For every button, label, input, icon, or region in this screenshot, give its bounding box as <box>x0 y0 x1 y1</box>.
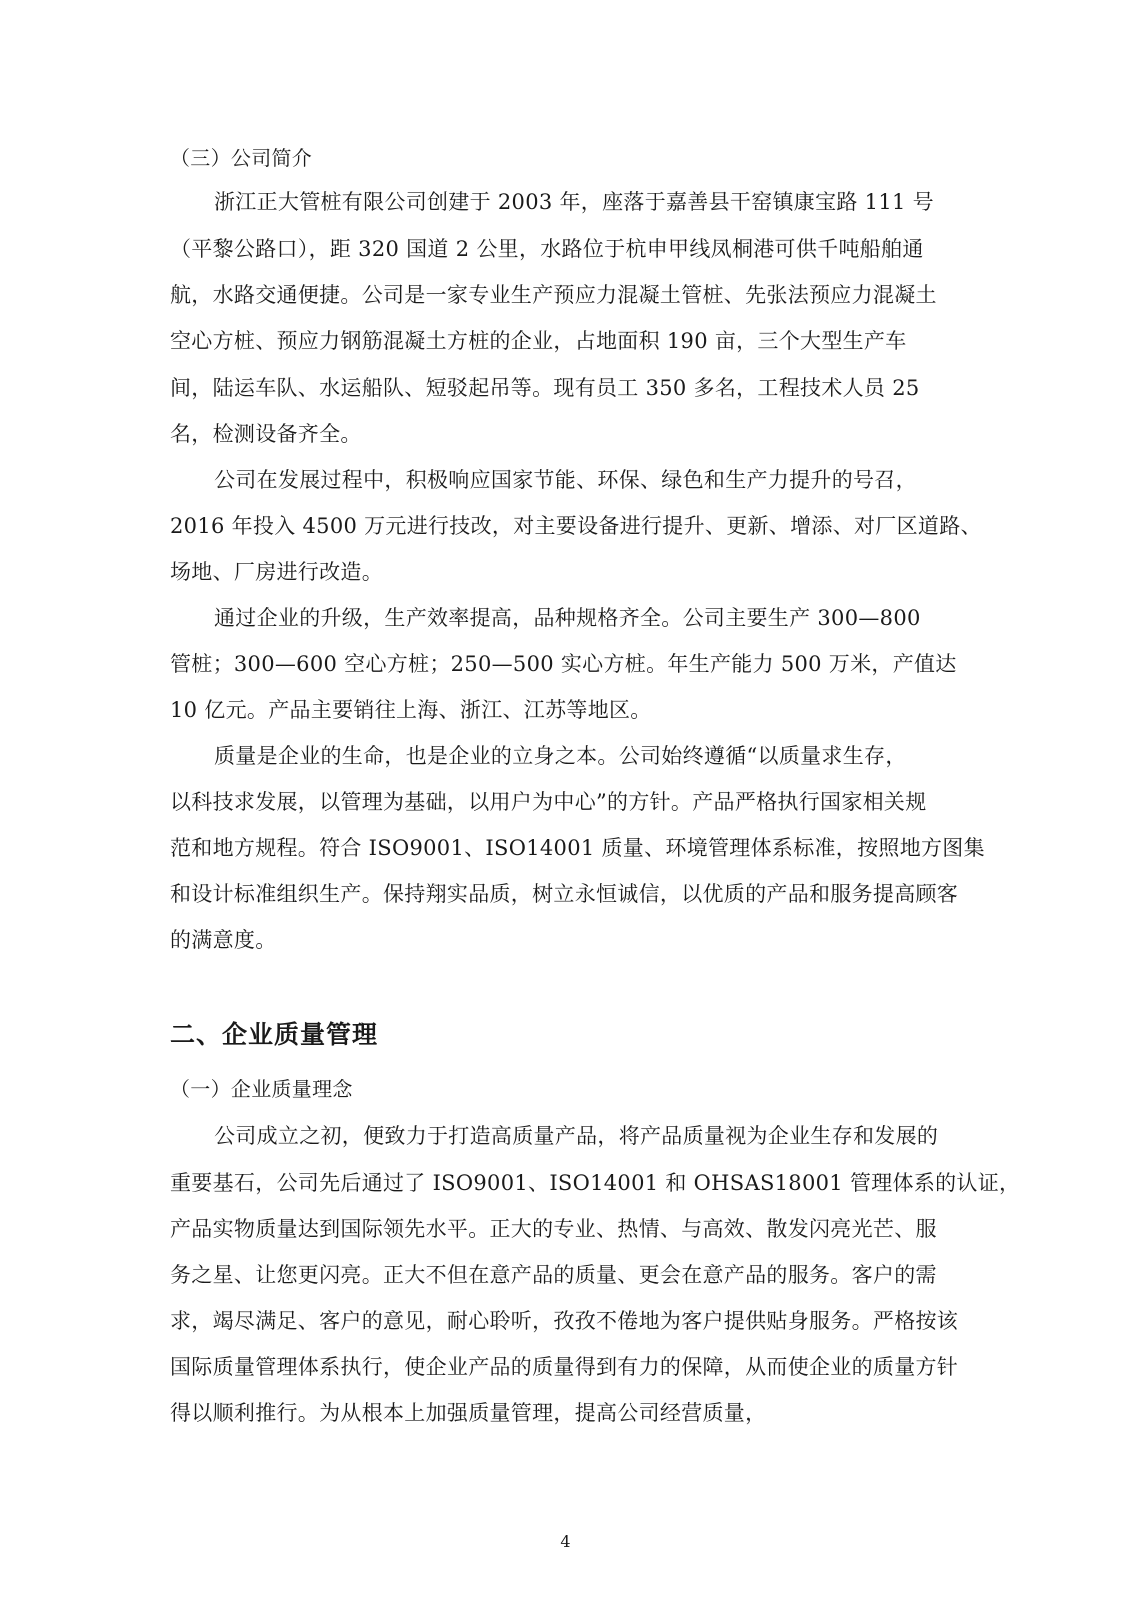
paragraph-line: 产品实物质量达到国际领先水平。正大的专业、热情、与高效、散发闪亮光芒、服 <box>170 1217 937 1241</box>
paragraph-line: 场地、厂房进行改造。 <box>170 560 383 584</box>
paragraph-line: 得以顺利推行。为从根本上加强质量管理，提高公司经营质量， <box>170 1401 767 1425</box>
paragraph-line: 和设计标准组织生产。保持翔实品质，树立永恒诚信，以优质的产品和服务提高顾客 <box>170 882 959 906</box>
paragraph-line: 求，竭尽满足、客户的意见，耐心聆听，孜孜不倦地为客户提供贴身服务。严格按该 <box>170 1309 959 1333</box>
paragraph-line: 务之星、让您更闪亮。正大不但在意产品的质量、更会在意产品的服务。客户的需 <box>170 1263 937 1287</box>
page-number: 4 <box>560 1532 571 1551</box>
paragraph-line: 国际质量管理体系执行，使企业产品的质量得到有力的保障，从而使企业的质量方针 <box>170 1355 959 1379</box>
paragraph-line: 浙江正大管桩有限公司创建于 2003 年，座落于嘉善县干窑镇康宝路 111 号 <box>214 190 934 214</box>
paragraph-line: 名，检测设备齐全。 <box>170 422 362 446</box>
paragraph-line: 航，水路交通便捷。公司是一家专业生产预应力混凝土管桩、先张法预应力混凝土 <box>170 283 937 307</box>
paragraph-line: 管桩；300—600 空心方桩；250—500 实心方桩。年生产能力 500 万米，产值达 <box>170 652 957 676</box>
chapter-heading-quality-management: 二、企业质量管理 <box>170 1020 379 1049</box>
paragraph-line: 以科技求发展，以管理为基础，以用户为中心”的方针。产品严格执行国家相关规 <box>170 790 927 814</box>
paragraph-line: 间，陆运车队、水运船队、短驳起吊等。现有员工 350 多名，工程技术人员 25 <box>170 376 920 400</box>
paragraph-line: 空心方桩、预应力钢筋混凝土方桩的企业，占地面积 190 亩，三个大型生产车 <box>170 329 907 353</box>
paragraph-line: 的满意度。 <box>170 928 277 952</box>
section-heading-company-profile: （三）公司简介 <box>170 146 313 170</box>
paragraph-line: 公司成立之初，便致力于打造高质量产品，将产品质量视为企业生存和发展的 <box>214 1124 939 1148</box>
paragraph-line: 公司在发展过程中，积极响应国家节能、环保、绿色和生产力提升的号召， <box>214 468 917 492</box>
paragraph-line: （平黎公路口），距 320 国道 2 公里，水路位于杭申甲线凤桐港可供千吨船舶通 <box>170 237 924 261</box>
paragraph-line: 通过企业的升级，生产效率提高，品种规格齐全。公司主要生产 300—800 <box>214 606 921 630</box>
section-heading-quality-concept: （一）企业质量理念 <box>170 1077 353 1101</box>
paragraph-line: 范和地方规程。符合 ISO9001、ISO14001 质量、环境管理体系标准，按照地方图集 <box>170 836 985 860</box>
paragraph-line: 质量是企业的生命，也是企业的立身之本。公司始终遵循“以质量求生存， <box>214 744 907 768</box>
paragraph-line: 重要基石，公司先后通过了 ISO9001、ISO14001 和 OHSAS18001 管理体系的认证， <box>170 1171 1021 1195</box>
paragraph-line: 2016 年投入 4500 万元进行技改，对主要设备进行提升、更新、增添、对厂区道路、 <box>170 514 982 538</box>
paragraph-line: 10 亿元。产品主要销往上海、浙江、江苏等地区。 <box>170 698 652 722</box>
